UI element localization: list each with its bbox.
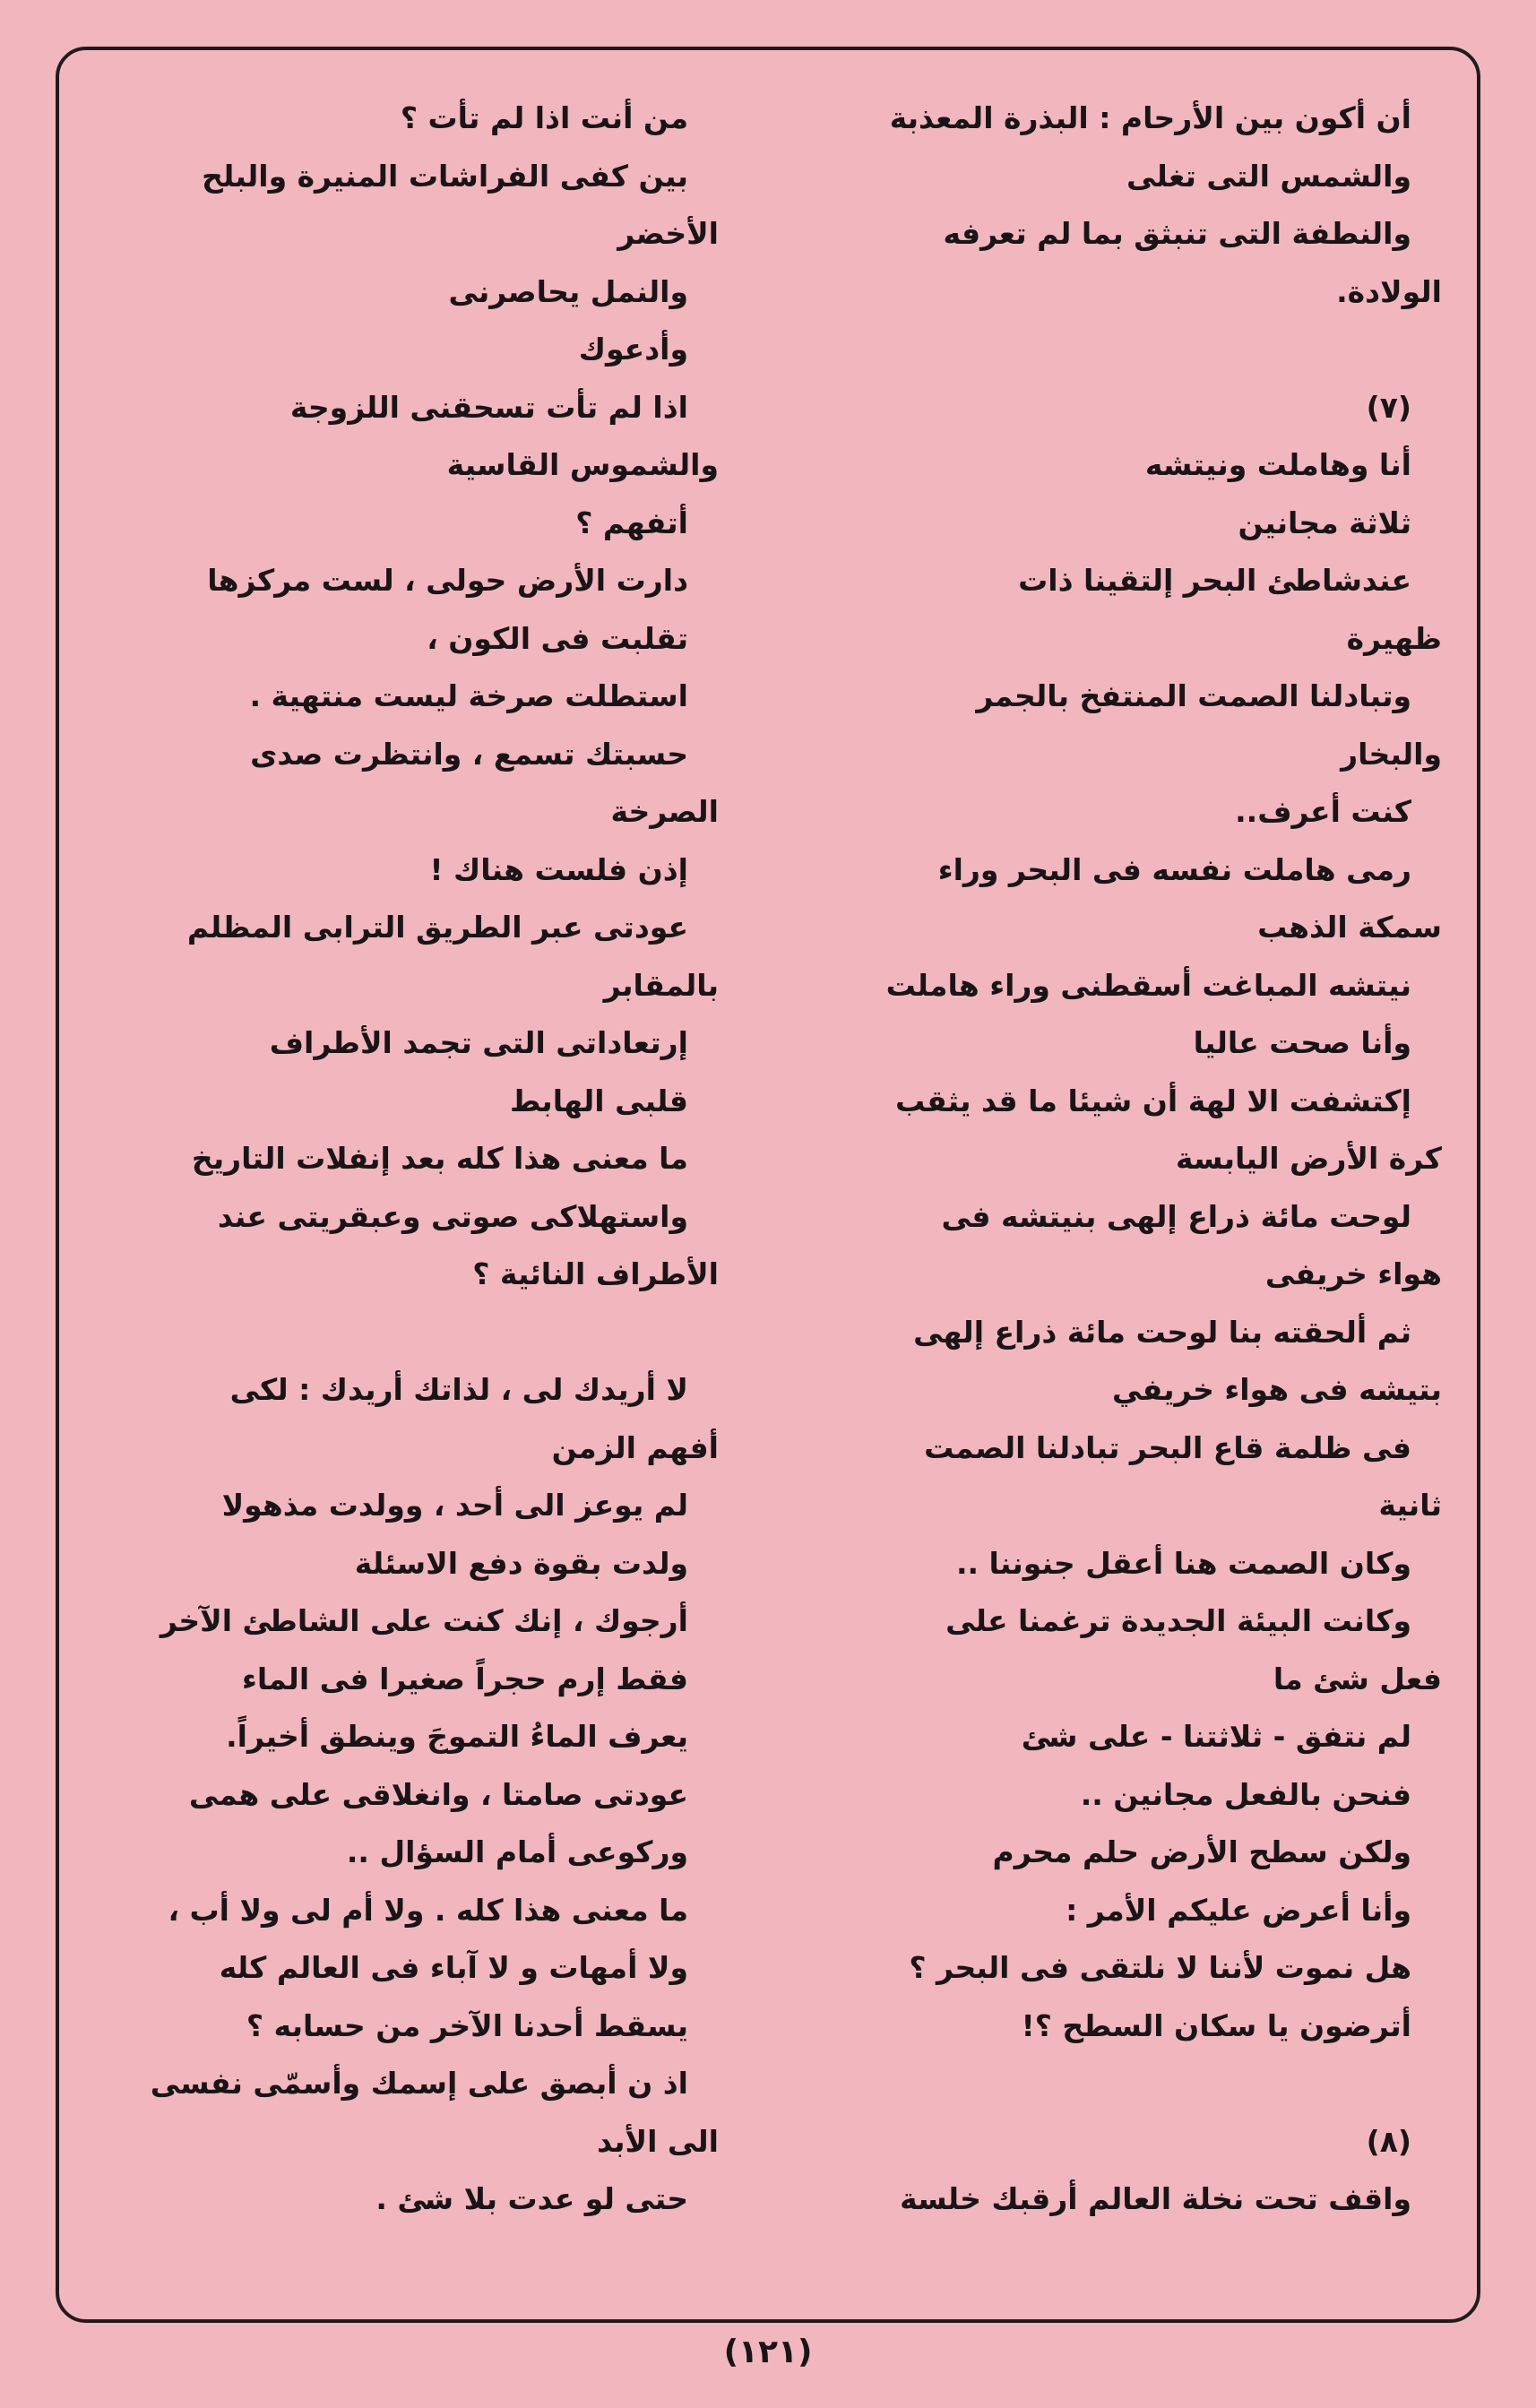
poem-line: أنا وهاملت ونيتشه [1144,447,1411,482]
poem-line: كنت أعرف.. [1235,794,1411,829]
poem-line: (٨) [1366,2123,1411,2159]
poem-line: ما معنى هذا كله . ولا أم لى ولا أب ، [168,1892,688,1928]
poem-line: بالمقابر [603,967,719,1003]
poem-line: وأنا أعرض عليكم الأمر : [1066,1892,1411,1928]
poem-line: الصرخة [610,794,719,829]
stanza-gap [797,321,1442,379]
poem-line: من أنت اذا لم تأت ؟ [400,100,688,135]
poem-line: فقط إرم حجراً صغيرا فى الماء [242,1661,688,1696]
poem-line: إرتعاداتى التى تجمد الأطراف [269,1025,688,1060]
poem-line: لا أريدك لى ، لذاتك أريدك : لكى [229,1372,688,1407]
poem-line: نيتشه المباغت أسقطنى وراء هاملت [885,967,1411,1003]
poem-line: وأدعوك [578,332,688,367]
poem-line: حتى لو عدت بلا شئ . [375,2181,688,2216]
poem-line: أفهم الزمن [551,1429,719,1465]
poem-line: بين كفى الفراشات المنيرة والبلح [202,158,688,194]
poem-line: لم يوعز الى أحد ، وولدت مذهولا [221,1488,688,1523]
poem-line: لوحت مائة ذراع إلهى بنيتشه فى [941,1198,1411,1234]
poem-line: سمكة الذهب [1257,910,1442,945]
poem-line: والنطفة التى تنبثق بما لم تعرفه [943,216,1411,251]
poem-line: ثانية [1378,1488,1442,1523]
poem-line: أتفهم ؟ [575,505,688,540]
poem-line: ما معنى هذا كله بعد إنفلات التاريخ [191,1141,688,1176]
poem-line: دارت الأرض حولى ، لست مركزها [207,563,688,598]
poem-line: وركوعى أمام السؤال .. [346,1834,688,1869]
poem-line: (٧) [1366,389,1411,425]
poem-line: عودتى عبر الطريق الترابى المظلم [186,910,688,945]
stanza-gap [100,1304,719,1362]
poem-line: واستهلاكى صوتى وعبقريتى عند [217,1198,688,1234]
poem-line: لم نتفق - ثلاثتنا - على شئ [1021,1719,1411,1754]
poem-line: ظهيرة [1346,620,1442,656]
poem-line: أن أكون بين الأرحام : البذرة المعذبة [889,100,1411,135]
poem-line: وتبادلنا الصمت المنتفخ بالجمر [976,678,1411,713]
poem-line: ثم ألحقته بنا لوحت مائة ذراع إلهى [913,1314,1411,1350]
poem-line: أترضون يا سكان السطح ؟! [1021,2007,1411,2043]
poem-line: والشموس القاسية [446,447,719,482]
poem-line: وكان الصمت هنا أعقل جنوننا .. [955,1545,1411,1581]
left-text-column [100,90,719,2229]
poem-line: ثلاثة مجانين [1238,505,1411,540]
poem-line: أرجوك ، إنك كنت على الشاطئ الآخر [160,1603,688,1638]
poem-line: يعرف الماءُ التموجَ وينطق أخيراً. [226,1719,688,1754]
poem-line: تقلبت فى الكون ، [427,620,688,656]
poem-line: عودتى صامتا ، وانغلاقى على همى [188,1776,688,1812]
poem-line: والشمس التى تغلى [1126,158,1411,194]
stanza-gap [797,2055,1442,2113]
poem-line: الى الأبد [597,2123,719,2159]
poem-line: الولادة. [1336,273,1442,309]
page-number: (١٢١) [723,2334,813,2370]
poem-line: واقف تحت نخلة العالم أرقبك خلسة [900,2181,1411,2216]
poem-line: والبخار [1341,736,1442,772]
poem-line: عندشاطئ البحر إلتقينا ذات [1018,563,1411,598]
poem-line: الأخضر [617,216,719,251]
poem-line: ولدت بقوة دفع الاسئلة [354,1545,688,1581]
poem-line: حسبتك تسمع ، وانتظرت صدى [250,736,688,772]
poem-line: فى ظلمة قاع البحر تبادلنا الصمت [924,1429,1411,1465]
poem-line: اذ ن أبصق على إسمك وأسمّى نفسى [150,2066,688,2101]
poem-line: كرة الأرض اليابسة [1176,1141,1442,1176]
poem-line: ولكن سطح الأرض حلم محرم [992,1834,1411,1869]
poem-line: وكانت البيئة الجديدة ترغمنا على [945,1603,1411,1638]
poem-line: وأنا صحت عاليا [1193,1025,1411,1060]
poem-line: اذا لم تأت تسحقنى اللزوجة [289,389,688,425]
poem-line: يسقط أحدنا الآخر من حسابه ؟ [246,2007,688,2043]
poem-line: بتيشه فى هواء خريفي [1112,1372,1442,1407]
poem-line: هل نموت لأننا لا نلتقى فى البحر ؟ [909,1950,1411,1985]
poem-line: قلبى الهابط [509,1083,688,1118]
poem-line: الأطراف النائية ؟ [472,1256,719,1291]
poem-line: إكتشفت الا لهة أن شيئا ما قد يثقب [894,1083,1411,1118]
poem-line: والنمل يحاصرنى [448,273,688,309]
poem-line: ولا أمهات و لا آباء فى العالم كله [219,1950,688,1985]
poem-line: فنحن بالفعل مجانين .. [1080,1776,1411,1812]
poem-line: فعل شئ ما [1273,1661,1442,1696]
right-text-column [797,90,1442,2229]
poem-line: رمى هاملت نفسه فى البحر وراء [937,851,1411,887]
poem-line: إذن فلست هناك ! [429,851,688,887]
poem-line: هواء خريفى [1264,1256,1442,1291]
poem-line: استطلت صرخة ليست منتهية . [249,678,688,713]
